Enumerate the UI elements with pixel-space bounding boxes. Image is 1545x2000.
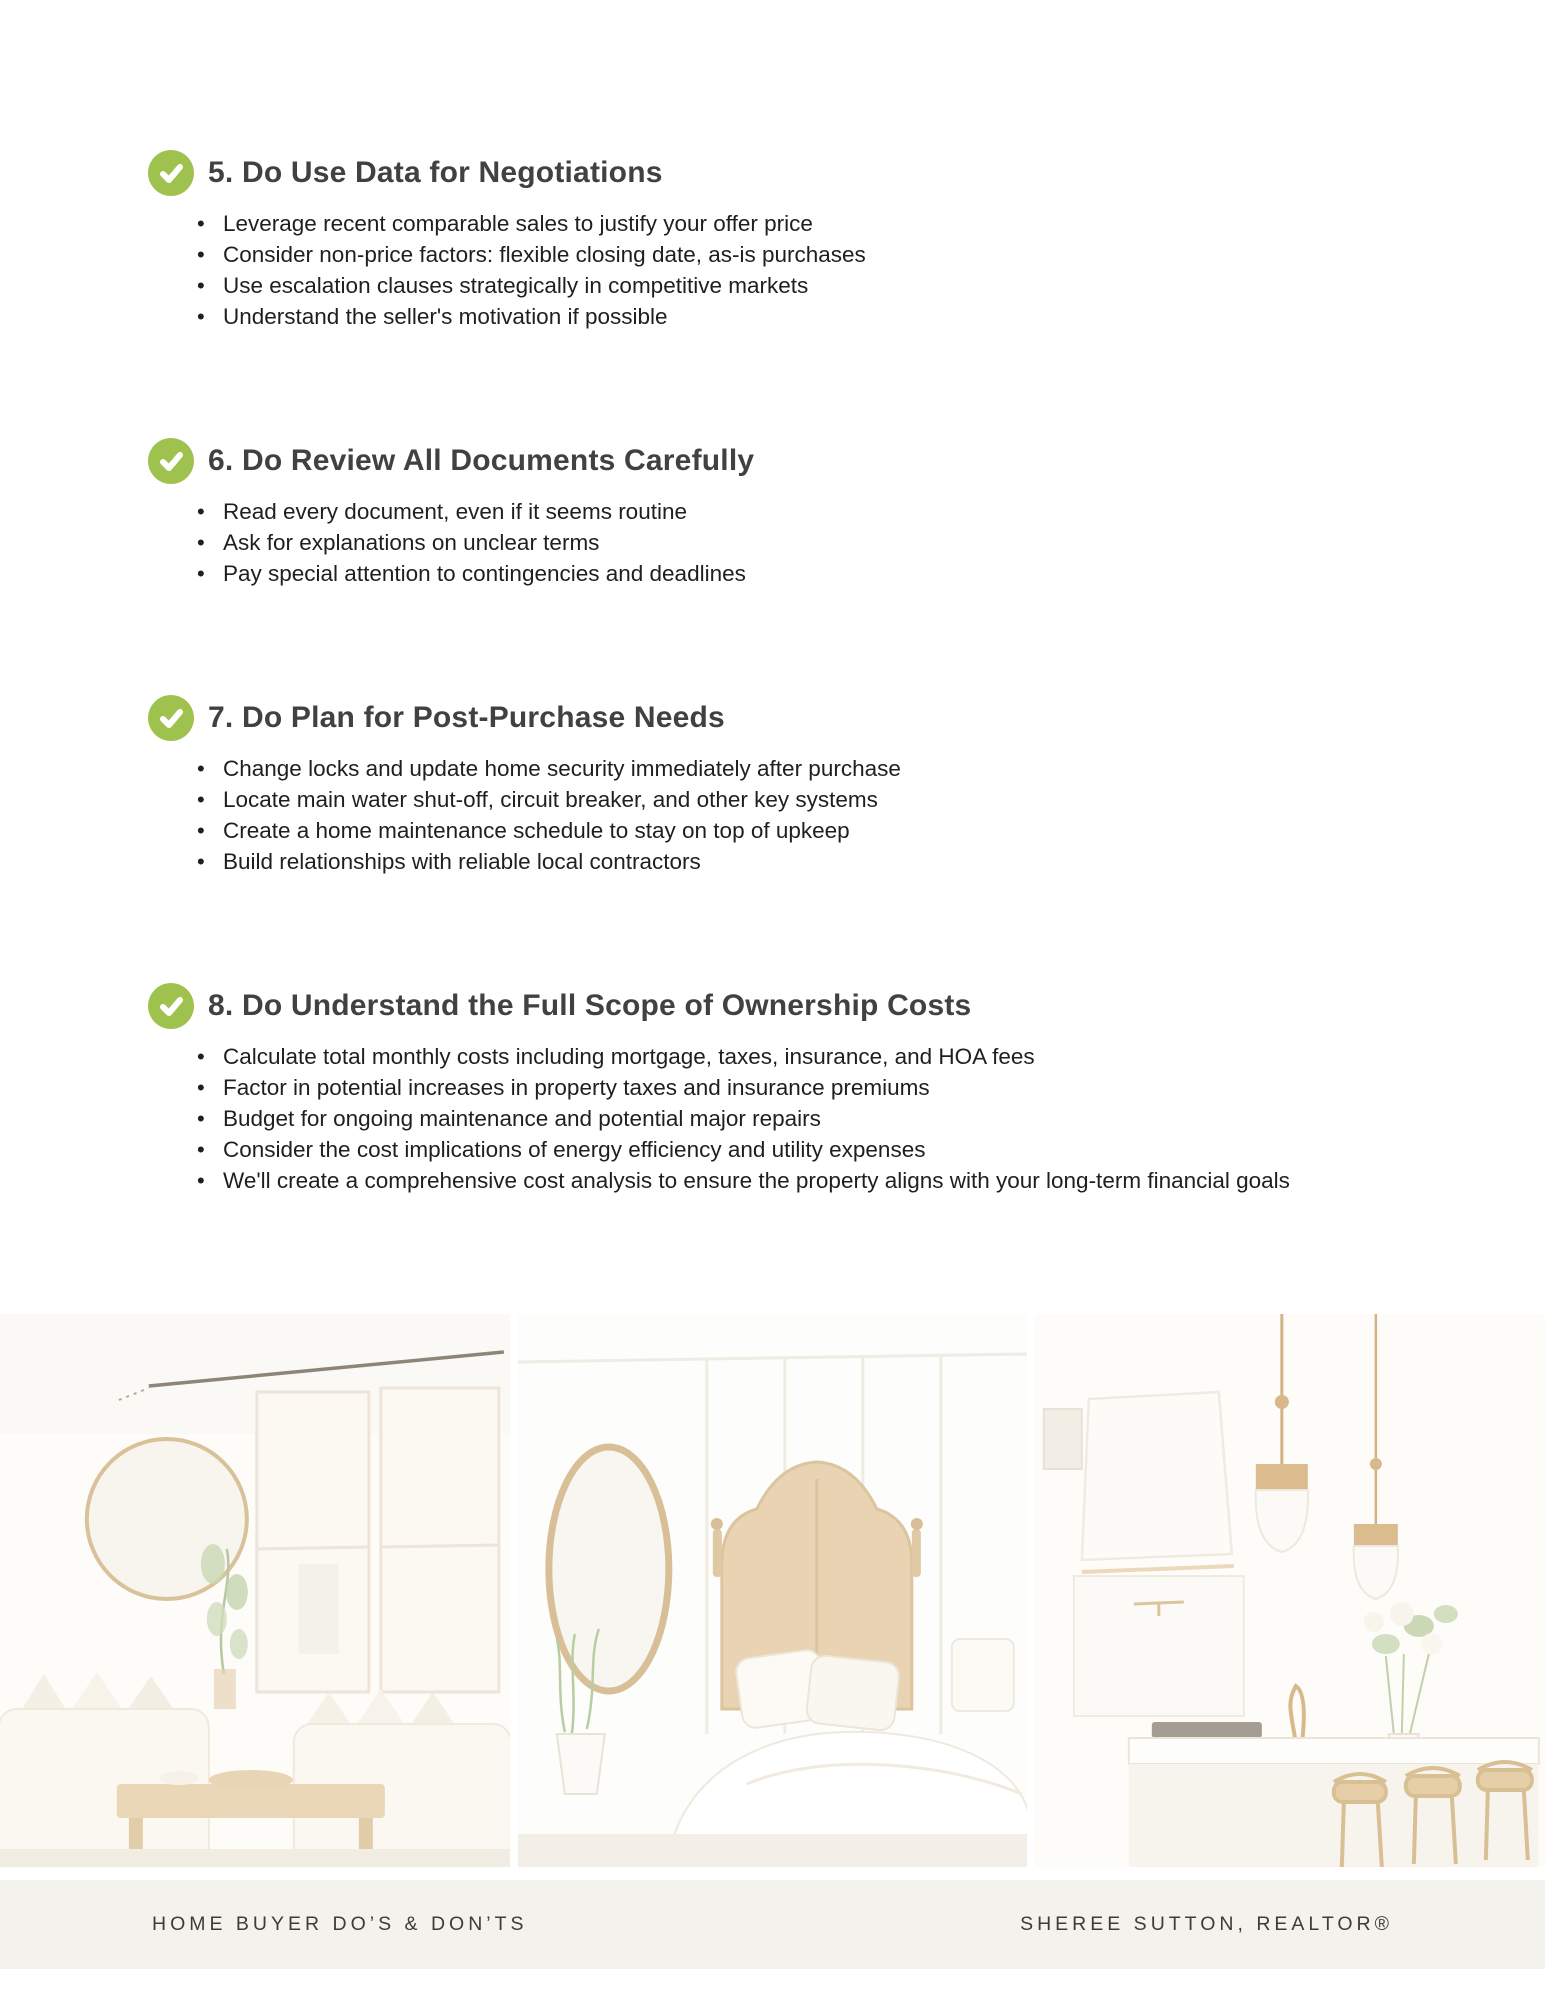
bullet-item: • Read every document, even if it seems routine xyxy=(195,496,1375,527)
bullet-item: • We'll create a comprehensive cost analysis to ensure the property aligns with your long-term financial goals xyxy=(195,1165,1375,1196)
bullet-list xyxy=(195,1041,1375,1196)
bullet-item: • Understand the seller's motivation if possible xyxy=(195,301,1375,332)
bullet-list xyxy=(195,208,1375,332)
section-title: 7. Do Plan for Post-Purchase Needs xyxy=(208,701,725,734)
bullet-item: • Pay special attention to contingencies and deadlines xyxy=(195,558,1375,589)
section-7-post-purchase xyxy=(148,695,1485,877)
check-circle-icon xyxy=(148,983,194,1029)
bullet-item: • Budget for ongoing maintenance and potential major repairs xyxy=(195,1103,1375,1134)
check-circle-icon xyxy=(148,438,194,484)
section-5-use-data xyxy=(148,150,1485,332)
section-title: 8. Do Understand the Full Scope of Ownership Costs xyxy=(208,989,972,1022)
bullet-item: • Leverage recent comparable sales to justify your offer price xyxy=(195,208,1375,239)
living-room-photo xyxy=(0,1314,510,1867)
section-title: 5. Do Use Data for Negotiations xyxy=(208,156,663,189)
check-circle-icon xyxy=(148,695,194,741)
section-header xyxy=(148,150,1485,196)
bullet-item: • Consider the cost implications of energy efficiency and utility expenses xyxy=(195,1134,1375,1165)
photo-strip xyxy=(0,1314,1545,1867)
footer-right-text: SHEREE SUTTON, REALTOR® xyxy=(1020,1913,1393,1935)
bullet-item: • Locate main water shut-off, circuit breaker, and other key systems xyxy=(195,784,1375,815)
section-6-review-documents xyxy=(148,438,1485,589)
section-header xyxy=(148,695,1485,741)
bullet-item: • Change locks and update home security immediately after purchase xyxy=(195,753,1375,784)
footer xyxy=(0,1880,1545,1969)
bullet-item: • Consider non-price factors: flexible closing date, as-is purchases xyxy=(195,239,1375,270)
section-title: 6. Do Review All Documents Carefully xyxy=(208,444,755,477)
bullet-item: • Calculate total monthly costs including mortgage, taxes, insurance, and HOA fees xyxy=(195,1041,1375,1072)
section-8-ownership-costs xyxy=(148,983,1485,1196)
section-header xyxy=(148,438,1485,484)
bedroom-photo xyxy=(518,1314,1028,1867)
bullet-item: • Build relationships with reliable local contractors xyxy=(195,846,1375,877)
bullet-list xyxy=(195,496,1375,589)
bullet-list xyxy=(195,753,1375,877)
bullet-item: • Create a home maintenance schedule to stay on top of upkeep xyxy=(195,815,1375,846)
bullet-item: • Ask for explanations on unclear terms xyxy=(195,527,1375,558)
footer-left-text: HOME BUYER DO’S & DON’TS xyxy=(152,1913,528,1935)
check-circle-icon xyxy=(148,150,194,196)
bullet-item: • Factor in potential increases in property taxes and insurance premiums xyxy=(195,1072,1375,1103)
kitchen-photo xyxy=(1035,1314,1545,1867)
bullet-item: • Use escalation clauses strategically in competitive markets xyxy=(195,270,1375,301)
section-header xyxy=(148,983,1485,1029)
